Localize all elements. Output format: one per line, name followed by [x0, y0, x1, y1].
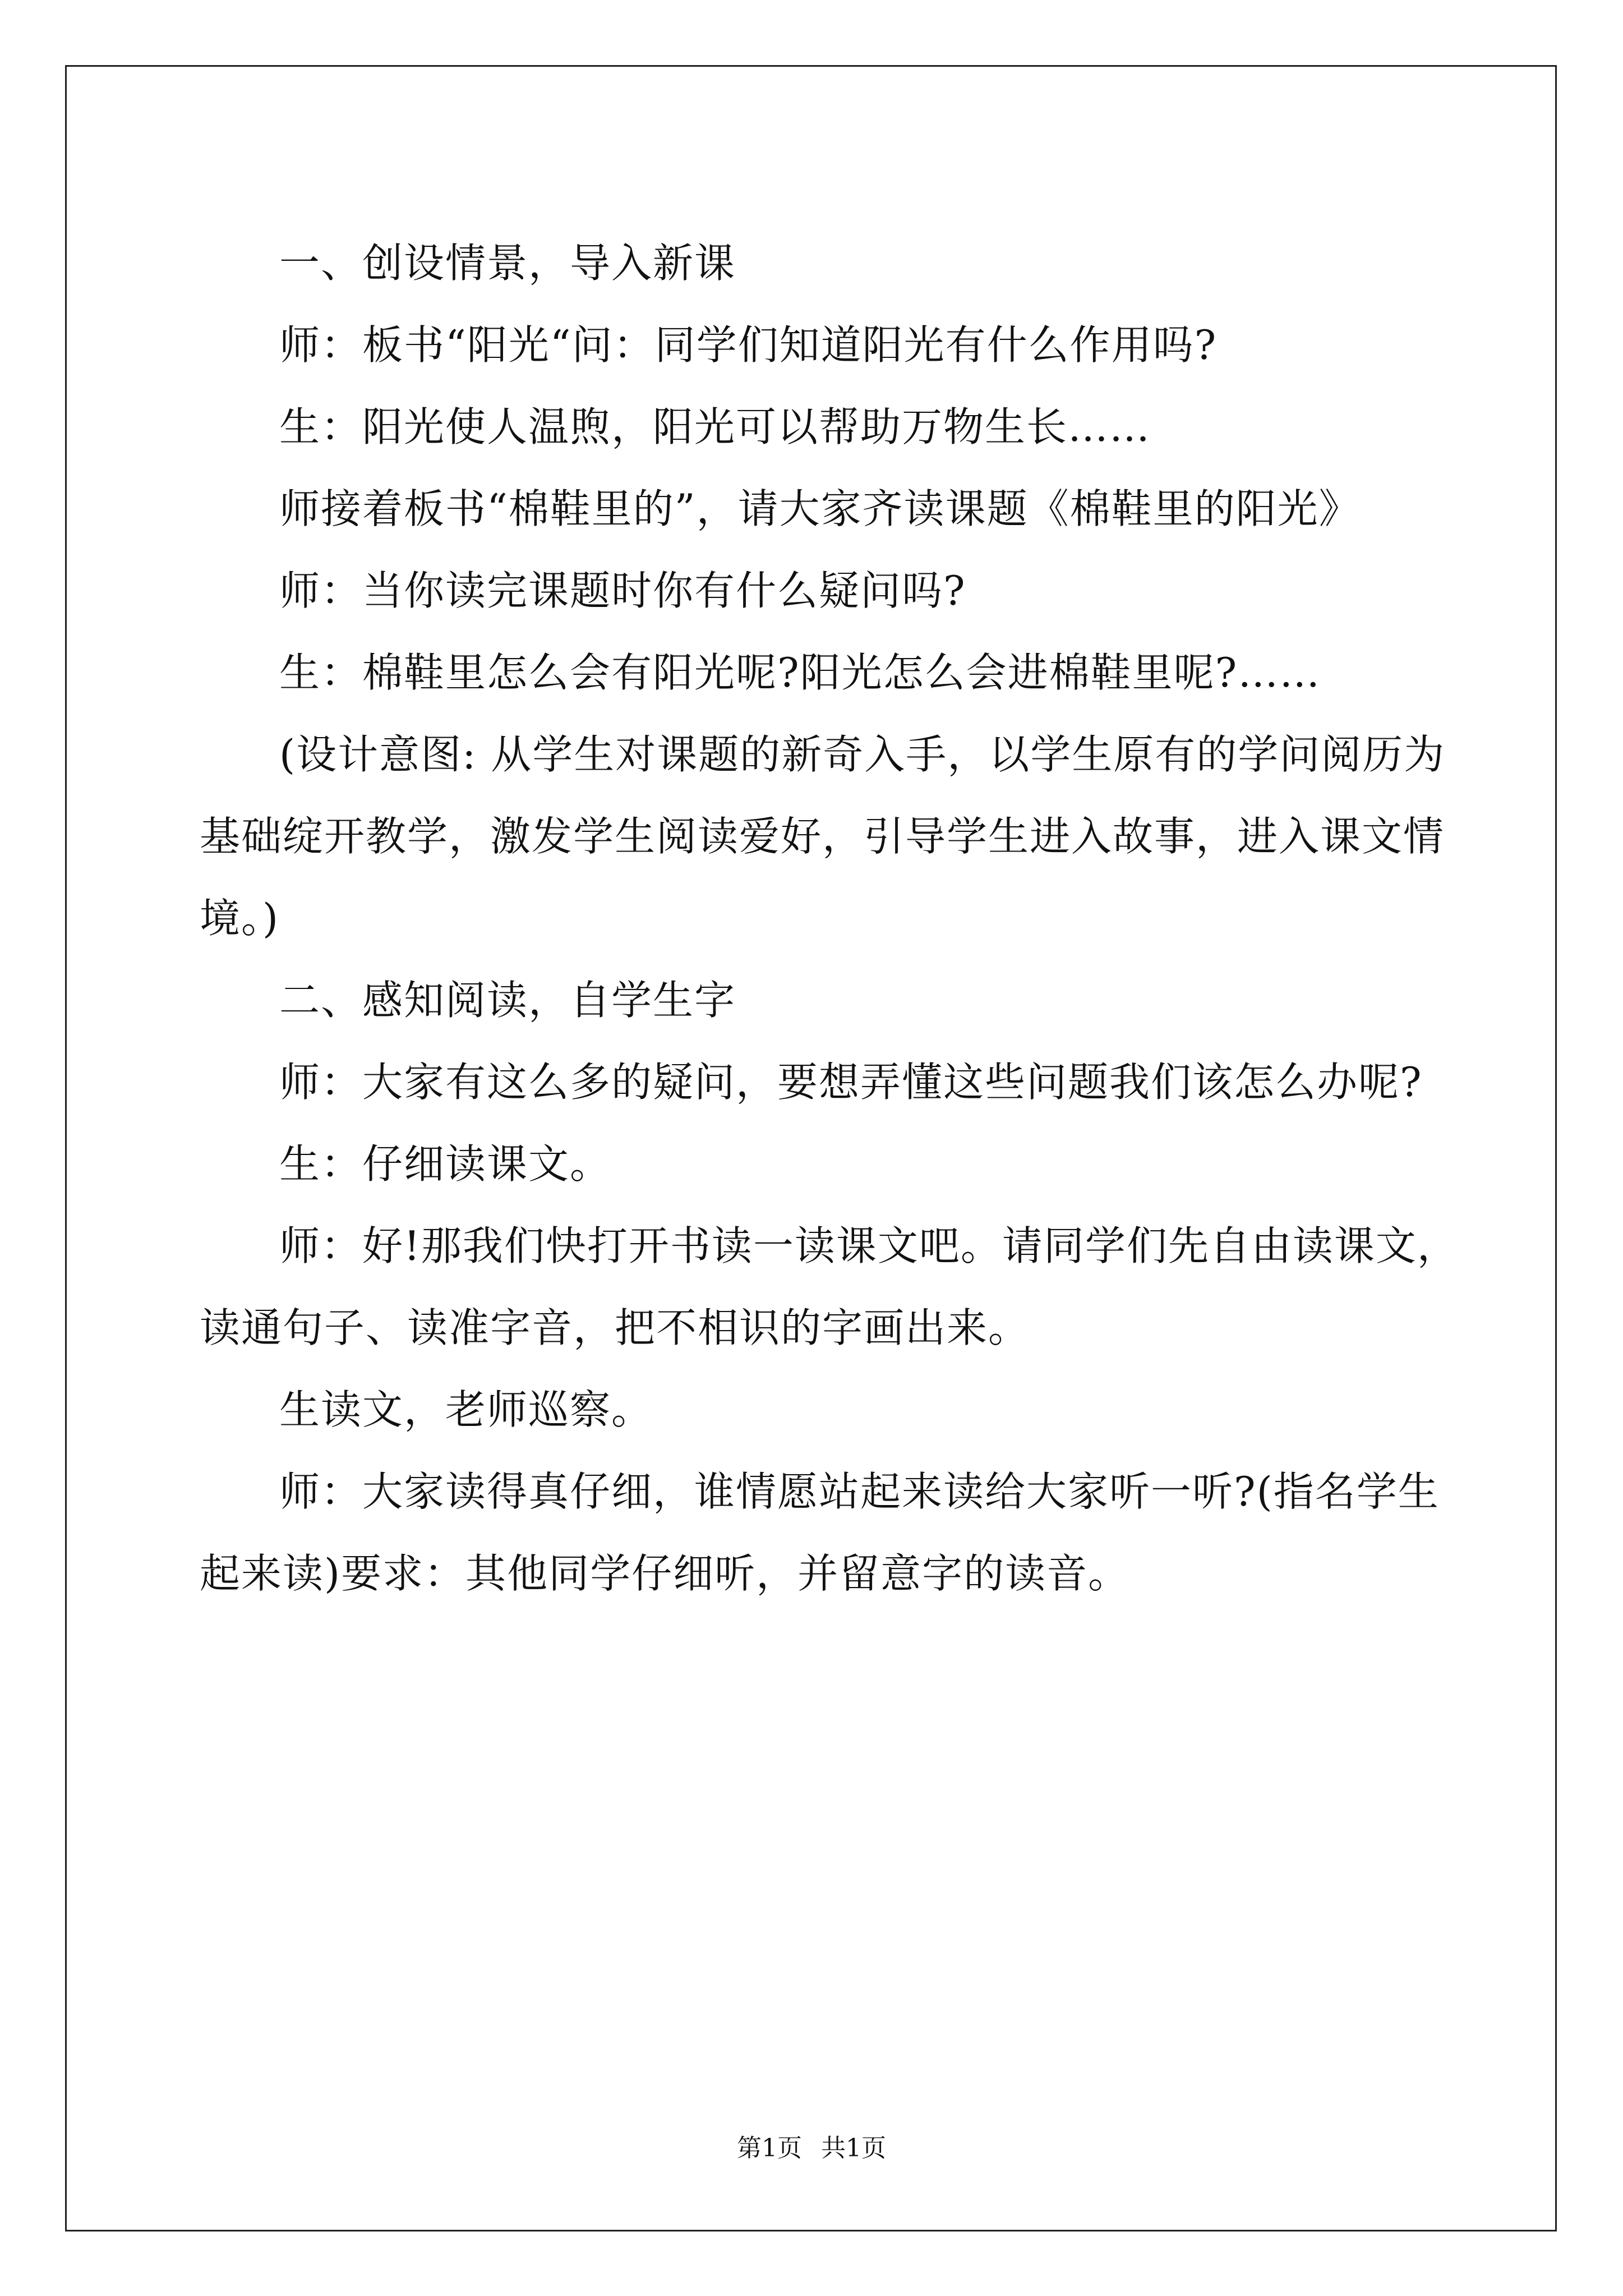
- paragraph-continuation: 起来读)要求：其他同学仔细听，并留意字的读音。: [200, 1550, 1130, 1597]
- page-footer: [0, 2132, 1623, 2165]
- paragraph-continuation: 读通句子、读准字音，把不相识的字画出来。: [200, 1304, 1030, 1351]
- design-intent-line-2: 基础绽开教学，激发学生阅读爱好，引导学生进入故事，进入课文情: [200, 813, 1445, 860]
- paragraph: 师：当你读完课题时你有什么疑问吗?: [279, 567, 966, 614]
- page-number: 第1页: [737, 2134, 802, 2162]
- design-intent-line-1: (设计意图: 从学生对课题的新奇入手，以学生原有的学问阅历为: [279, 731, 1446, 778]
- paragraph: 生：阳光使人温煦，阳光可以帮助万物生长……: [279, 403, 1151, 450]
- document-body: [200, 222, 1461, 1614]
- section-heading-1: 一、创设情景，导入新课: [279, 240, 736, 287]
- paragraph: 生：仔细读课文。: [279, 1140, 612, 1188]
- paragraph: 生：棉鞋里怎么会有阳光呢?阳光怎么会进棉鞋里呢?……: [279, 649, 1321, 696]
- paragraph: 师：好!那我们快打开书读一读课文吧。请同学们先自由读课文，: [279, 1222, 1459, 1269]
- section-heading-2: 二、感知阅读，自学生字: [279, 977, 736, 1024]
- paragraph: 师接着板书“棉鞋里的”，请大家齐读课题《棉鞋里的阳光》: [279, 485, 1361, 532]
- paragraph: 生读文，老师巡察。: [279, 1386, 653, 1433]
- paragraph: 师：板书“阳光“问：同学们知道阳光有什么作用吗?: [279, 321, 1218, 369]
- design-intent-line-3: 境。): [200, 895, 280, 942]
- page-total: 共1页: [821, 2134, 886, 2162]
- paragraph: 师：大家读得真仔细，谁情愿站起来读给大家听一听?(指名学生: [279, 1468, 1440, 1515]
- paragraph: 师：大家有这么多的疑问，要想弄懂这些问题我们该怎么办呢?: [279, 1059, 1423, 1106]
